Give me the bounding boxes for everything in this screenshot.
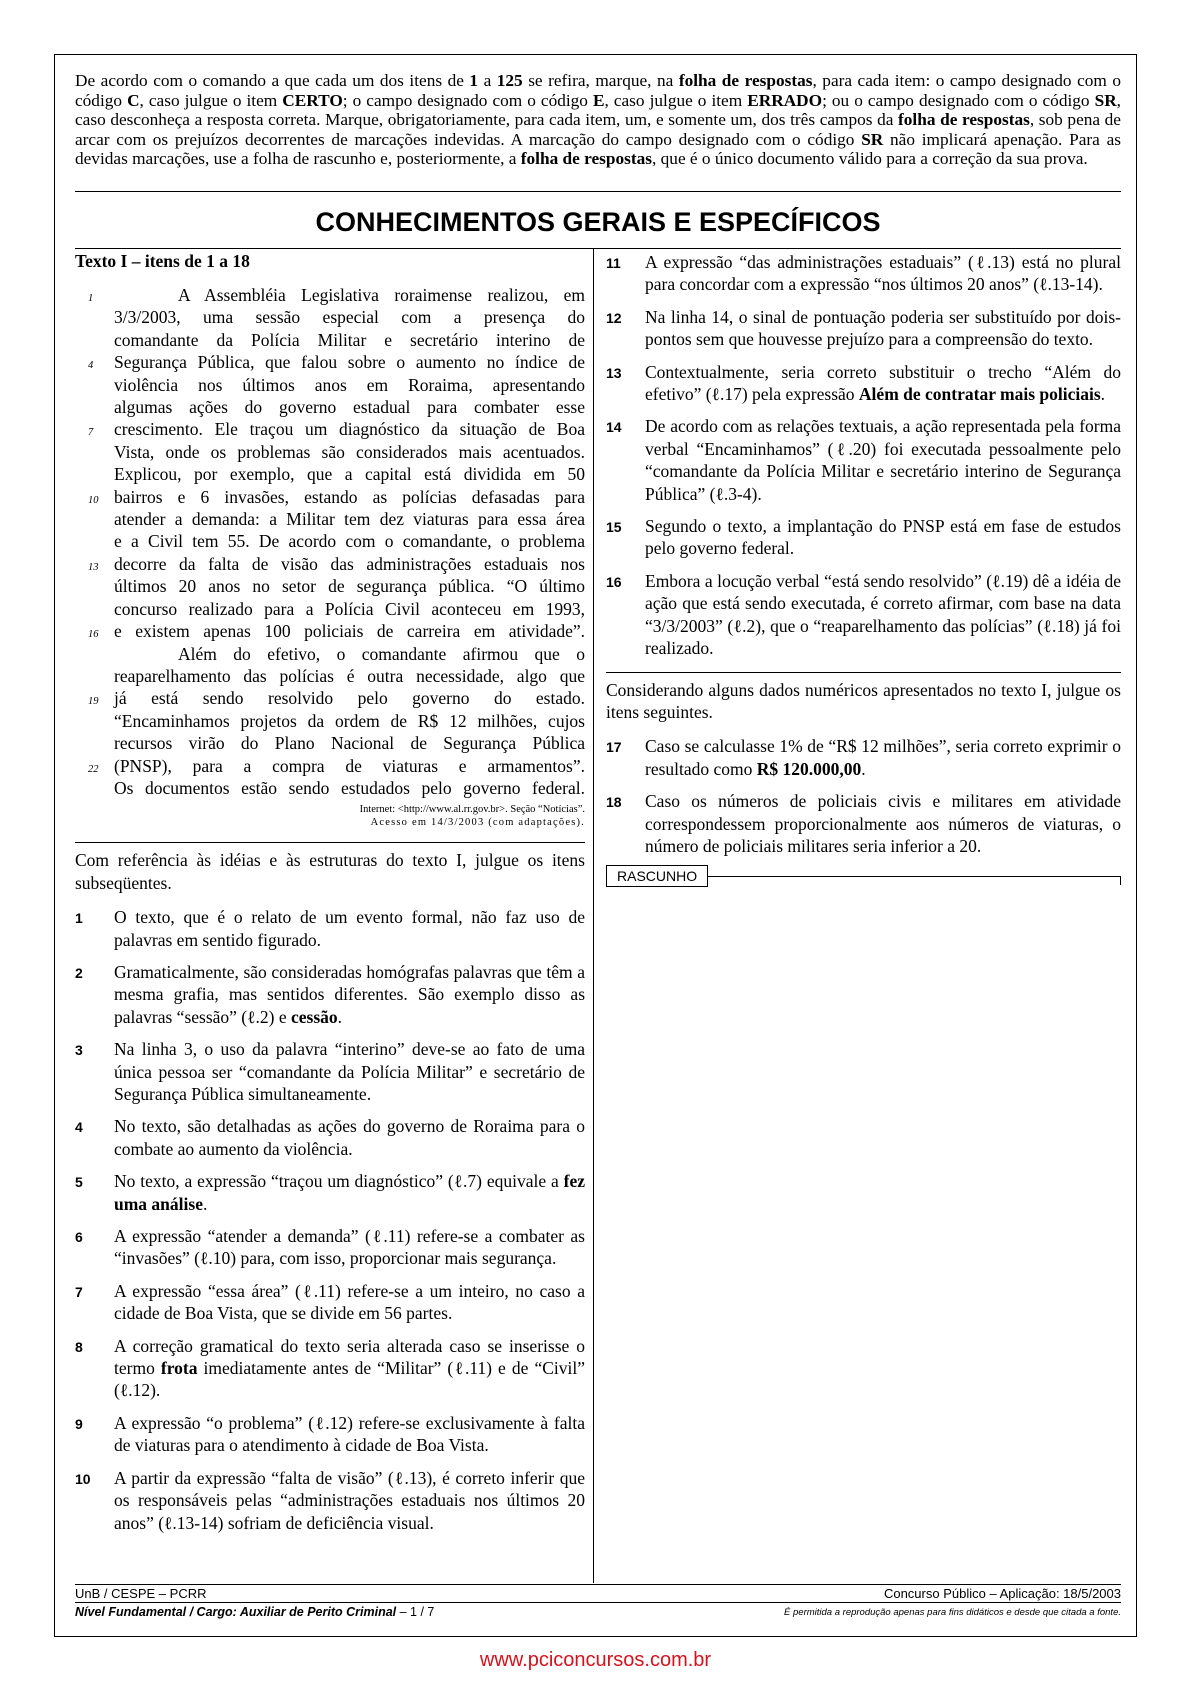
line-text: A Assembléia Legislativa roraimense realizou, em [178,285,585,305]
question-number: 8 [75,1338,83,1355]
line-number: 10 [88,494,99,506]
footer-exam-org: UnB / CESPE – PCRR [75,1586,207,1601]
passage-line [75,687,585,709]
line-number: 16 [88,629,99,641]
line-number: 1 [88,293,94,304]
scratch-area-header [606,865,1121,887]
line-text: Explicou, por exemplo, que a capital está dividida em 50 [114,464,585,485]
reading-passage [75,284,585,799]
scratch-line-tick [1120,876,1121,885]
question-text: A expressão “o problema” (ℓ.12) refere-se exclusivamente à falta de viaturas para o atendimento à cidade de Boa Vista. [114,1412,585,1456]
line-text: bairros e 6 invasões, estando as polícias defasadas para [114,486,585,507]
question-text: A expressão “atender a demanda” (ℓ.11) refere-se a combater as “invasões” (ℓ.10) para, com isso, proporcionar mais segurança. [114,1226,585,1269]
source-access-line: Acesso em 14/3/2003 (com adaptações). [370,817,585,829]
passage-line [75,777,585,799]
question-emphasis: R$ 120.000,00 [756,758,862,779]
text-heading: Texto I – itens de 1 a 18 [75,251,250,271]
question-text-end: . [337,1006,343,1027]
line-text: e existem apenas 100 policiais de carreira em atividade”. [114,621,585,642]
footer-thin-divider [75,1602,1121,1603]
question-number: 10 [75,1470,91,1487]
passage-line [75,374,585,396]
question-number: 17 [606,739,622,756]
line-number: 4 [88,360,94,372]
line-text: Os documentos estão sendo estudados pelo governo federal. [114,777,585,798]
line-text: atender a demanda: a Militar tem dez viaturas para essa área [114,509,585,530]
passage-line [75,575,585,597]
question-emphasis: frota [160,1358,198,1379]
question-emphasis: cessão [290,1006,338,1027]
section-title: CONHECIMENTOS GERAIS E ESPECÍFICOS [315,207,881,237]
column-divider [593,249,594,1583]
line-number: 19 [88,696,99,708]
question-text: Contextualmente, seria correto substituir o trecho “Além do efetivo” (ℓ.17) pela expressão [645,361,1121,405]
question-text: Na linha 3, o uso da palavra “interino” deve-se ao fato de uma única pessoa ser “comandante da Polícia Militar” e secretário de Segurança Pública simultaneamente. [114,1039,585,1104]
question-number: 13 [606,364,622,381]
instructions: De acordo com o comando a que cada um dos itens de 1 a 125 se refira, marque, na folha de respostas, para cada item: o campo designado com o código C, caso julgue o item CERTO; o campo designado com o código E, caso julgue o item ERRADO; ou o campo designado com o código SR, caso desconheça a resposta correta. Marque, obrigatoriamente, para cada item, um, e somente um, dos três campos da folha de respostas, sob pena de arcar com os prejuízos decorrentes de marcações indevidas. A marcação do campo designado com o código SR não implicará apenação. Para as devidas marcações, use a folha de rascunho e, posteriormente, a folha de respostas, que é o único documento válido para a correção da sua prova. [75,71,1121,169]
line-text: “Encaminhamos projetos da ordem de R$ 12 milhões, cujos [114,710,585,731]
question-number: 18 [606,794,622,811]
passage-line [75,620,585,642]
line-text: concurso realizado para a Polícia Civil aconteceu em 1993, [114,598,585,619]
question-item [75,961,585,1028]
context-statement-2: Considerando alguns dados numéricos apresentados no texto I, julgue os itens seguintes. [606,679,1121,722]
question-number: 14 [606,419,622,436]
items-list-left [75,906,585,1534]
left-column [75,249,585,1534]
question-emphasis: Além de contratar mais policiais [858,384,1101,405]
question-text: Caso os números de policiais civis e militares em atividade correspondessem proporcionalmente aos números de viaturas, o número de policiais militares seria inferior a 20. [645,791,1121,856]
passage-line [75,284,585,306]
question-text: De acordo com as relações textuais, a ação representada pela forma verbal “Encaminhamos” (ℓ.20) foi executada pessoalmente pelo “comandante da Polícia Militar e secretário interino de Segurança Pública” (ℓ.3-4). [645,416,1121,504]
question-item [75,1225,585,1270]
page-frame [54,54,1137,1637]
footer-divider [75,1584,1121,1585]
passage-line [75,643,585,665]
line-text: 3/3/2003, uma sessão especial com a presença do [114,307,585,328]
instructions-divider [75,191,1121,192]
line-text: (PNSP), para a compra de viaturas e armamentos”. [114,755,585,776]
question-number: 7 [75,1283,83,1300]
question-number: 12 [606,309,622,326]
question-text: Caso se calculasse 1% de “R$ 12 milhões”, seria correto exprimir o resultado como [645,736,1121,779]
passage-line [75,396,585,418]
question-number: 1 [75,910,83,927]
passage-line [75,755,585,777]
line-text: e a Civil tem 55. De acordo com o comandante, o problema [114,531,585,552]
question-text: Embora a locução verbal “está sendo resolvido” (ℓ.19) dê a idéia de ação que está sendo executada, é correto afirmar, com base na data “3/3/2003” (ℓ.2), que o “reaparelhamento das polícias” (ℓ.18) já foi realizado. [645,570,1121,659]
passage-line [75,329,585,351]
items-list-right [606,251,1121,660]
question-item [606,570,1121,660]
line-text: reaparelhamento das polícias é outra necessidade, algo que [114,665,585,686]
question-item [75,1335,585,1402]
question-number: 5 [75,1174,83,1191]
context-divider [606,672,1121,673]
passage-line [75,665,585,687]
passage-divider [75,842,585,843]
question-item [75,1280,585,1325]
question-number: 3 [75,1042,83,1059]
question-item [606,306,1121,351]
right-column [606,249,1121,887]
question-text: Segundo o texto, a implantação do PNSP está em fase de estudos pelo governo federal. [645,516,1121,559]
question-item [606,735,1121,780]
passage-line [75,486,585,508]
question-text-end: imediatamente antes de “Militar” (ℓ.11) e de “Civil” (ℓ.12). [114,1358,585,1401]
passage-line [75,463,585,485]
question-number: 6 [75,1229,83,1246]
question-text: Na linha 14, o sinal de pontuação poderia ser substituído por dois-pontos sem que houvesse prejuízo para a compreensão do texto. [645,306,1121,350]
question-number: 2 [75,964,83,981]
question-text: A expressão “essa área” (ℓ.11) refere-se a um inteiro, no caso a cidade de Boa Vista, que se divide em 56 partes. [114,1280,585,1324]
scratch-label: RASCUNHO [606,865,708,887]
passage-line [75,732,585,754]
question-item [606,361,1121,406]
passage-line [75,508,585,530]
question-text-end: . [202,1193,208,1214]
footer-copyright: É permitida a reprodução apenas para fins didáticos e desde que citada a fonte. [784,1607,1121,1618]
line-number: 13 [88,561,99,573]
line-text: já está sendo resolvido pelo governo do estado. [114,688,585,709]
question-text: Gramaticalmente, são consideradas homógrafas palavras que têm a mesma grafia, mas sentidos diferentes. São exemplo disso as palavras “sessão” (ℓ.2) e [114,961,585,1027]
passage-line [75,598,585,620]
line-text: recursos virão do Plano Nacional de Segurança Pública [114,733,585,754]
question-text: A expressão “das administrações estaduais” (ℓ.13) está no plural para concordar com a expressão “nos últimos 20 anos” (ℓ.13-14). [645,252,1121,295]
context-statement: Com referência às idéias e às estruturas do texto I, julgue os itens subseqüentes. [75,850,585,893]
question-item [75,906,585,951]
question-text-end: . [861,758,866,779]
passage-line [75,441,585,463]
question-item [606,515,1121,560]
question-item [75,1170,585,1215]
line-text: algumas ações do governo estadual para combater esse [114,397,585,418]
question-text-end: . [1100,384,1106,405]
footer-level: Nível Fundamental / Cargo: Auxiliar de Perito Criminal – 1 / 7 [75,1605,435,1619]
question-item [606,415,1121,505]
question-number: 4 [75,1119,83,1136]
passage-line [75,553,585,575]
passage-line [75,306,585,328]
passage-line [75,351,585,373]
source-line: Internet: <http://www.al.rr.gov.br>. Seção “Notícias”. [359,804,585,816]
question-text: A partir da expressão “falta de visão” (ℓ.13), é correto inferir que os responsáveis pelas “administrações estaduais nos últimos 20 anos” (ℓ.13-14) sofriam de deficiência visual. [114,1467,585,1533]
question-text: A correção gramatical do texto seria alterada caso se inserisse o termo [114,1335,585,1379]
site-link[interactable]: www.pciconcursos.com.br [479,1649,712,1671]
question-number: 15 [606,519,622,536]
line-text: Vista, onde os problemas são considerados mais acentuados. [114,441,585,462]
question-item [75,1467,585,1534]
passage-line [75,418,585,440]
line-text: decorre da falta de visão das administrações estaduais nos [114,553,585,574]
question-text: No texto, são detalhadas as ações do governo de Roraima para o combate ao aumento da violência. [114,1116,585,1159]
line-text: Segurança Pública, que falou sobre o aumento no índice de [114,352,585,373]
line-text: violência nos últimos anos em Roraima, apresentando [114,374,585,395]
passage-line [75,530,585,552]
line-text: crescimento. Ele traçou um diagnóstico da situação de Boa [114,419,585,440]
question-item [75,1038,585,1105]
line-text: comandante da Polícia Militar e secretário interino de [114,329,585,350]
question-item [606,251,1121,296]
line-number: 22 [88,763,99,775]
question-text: O texto, que é o relato de um evento formal, não faz uso de palavras em sentido figurado. [114,907,585,950]
question-text: No texto, a expressão “traçou um diagnóstico” (ℓ.7) equivale a [114,1171,564,1192]
question-item [75,1412,585,1457]
passage-line [75,710,585,732]
line-text: Além do efetivo, o comandante afirmou que o [178,643,585,664]
passage-source [75,803,585,829]
question-emphasis: fez uma análise [114,1171,585,1214]
question-number: 16 [606,573,622,590]
question-number: 11 [606,255,621,271]
line-text: últimos 20 anos no setor de segurança pública. “O último [114,576,585,597]
question-number: 9 [75,1415,83,1432]
footer-exam-date: Concurso Público – Aplicação: 18/5/2003 [883,1586,1121,1601]
line-number: 7 [88,427,94,439]
question-item [75,1115,585,1160]
question-item [606,790,1121,857]
items-list-right-2 [606,735,1121,857]
